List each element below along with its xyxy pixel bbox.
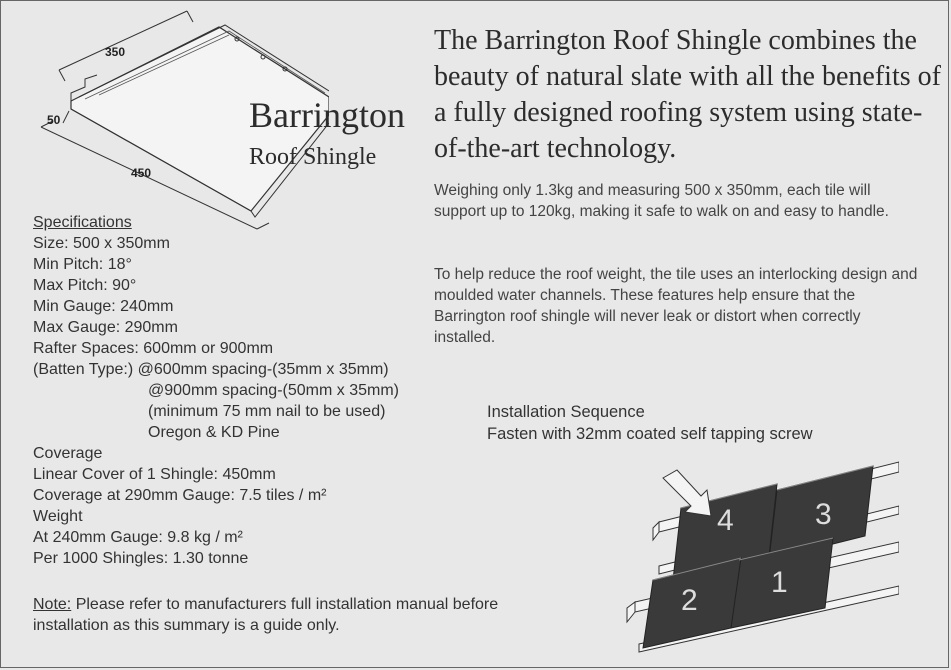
dimension-overlap-label: 50 (47, 113, 61, 127)
spec-line-indented: (minimum 75 mm nail to be used) (148, 403, 386, 420)
spec-line: Max Gauge: 290mm (33, 319, 178, 336)
coverage-heading: Coverage (33, 445, 103, 462)
coverage-line: Linear Cover of 1 Shingle: 450mm (33, 466, 276, 483)
paragraph-design: To help reduce the roof weight, the tile uses an interlocking design and moulded water channels. These features help ensure that the Barrington roof shingle will never leak or distort when correctly installed. (434, 266, 918, 346)
tile-number-3: 3 (815, 498, 832, 531)
brand-title: Barrington (249, 95, 405, 135)
spec-line: Rafter Spaces: 600mm or 900mm (33, 340, 274, 357)
dimension-width-label: 350 (105, 45, 126, 59)
spec-line: Min Pitch: 18° (33, 256, 132, 273)
tile-number-2: 2 (681, 584, 698, 617)
spec-line: (Batten Type:) @600mm spacing-(35mm x 35mm) (33, 361, 389, 378)
spec-line-indented: Oregon & KD Pine (148, 424, 280, 441)
specifications-block (33, 212, 453, 569)
weight-line: Per 1000 Shingles: 1.30 tonne (33, 550, 249, 567)
paragraph-weight: Weighing only 1.3kg and measuring 500 x 350mm, each tile will support up to 120kg, making it safe to walk on and easy to handle. (434, 182, 889, 220)
spec-line: Min Gauge: 240mm (33, 298, 174, 315)
dimension-length-label: 450 (131, 166, 152, 180)
tile-number-1: 1 (771, 566, 788, 599)
note (33, 594, 573, 636)
brand-subtitle: Roof Shingle (249, 144, 377, 170)
coverage-line: Coverage at 290mm Gauge: 7.5 tiles / m² (33, 487, 327, 504)
spec-line-indented: @900mm spacing-(50mm x 35mm) (148, 382, 399, 399)
weight-heading: Weight (33, 508, 83, 525)
specifications-heading: Specifications (33, 214, 132, 231)
note-text: Please refer to manufacturers full installation manual before installation as this summary is a guide only. (33, 596, 499, 634)
weight-line: At 240mm Gauge: 9.8 kg / m² (33, 529, 243, 546)
spec-line: Max Pitch: 90° (33, 277, 137, 294)
tile-number-4: 4 (717, 504, 734, 537)
headline: The Barrington Roof Shingle combines the beauty of natural slate with all the benefits of a fully designed roofing system using state-of-the-art technology. (434, 25, 941, 164)
note-label: Note: (33, 596, 72, 613)
spec-line: Size: 500 x 350mm (33, 235, 170, 252)
installation-diagram (619, 456, 899, 656)
installation-title: Installation Sequence (487, 403, 645, 421)
installation-step: Fasten with 32mm coated self tapping screw (487, 425, 813, 443)
